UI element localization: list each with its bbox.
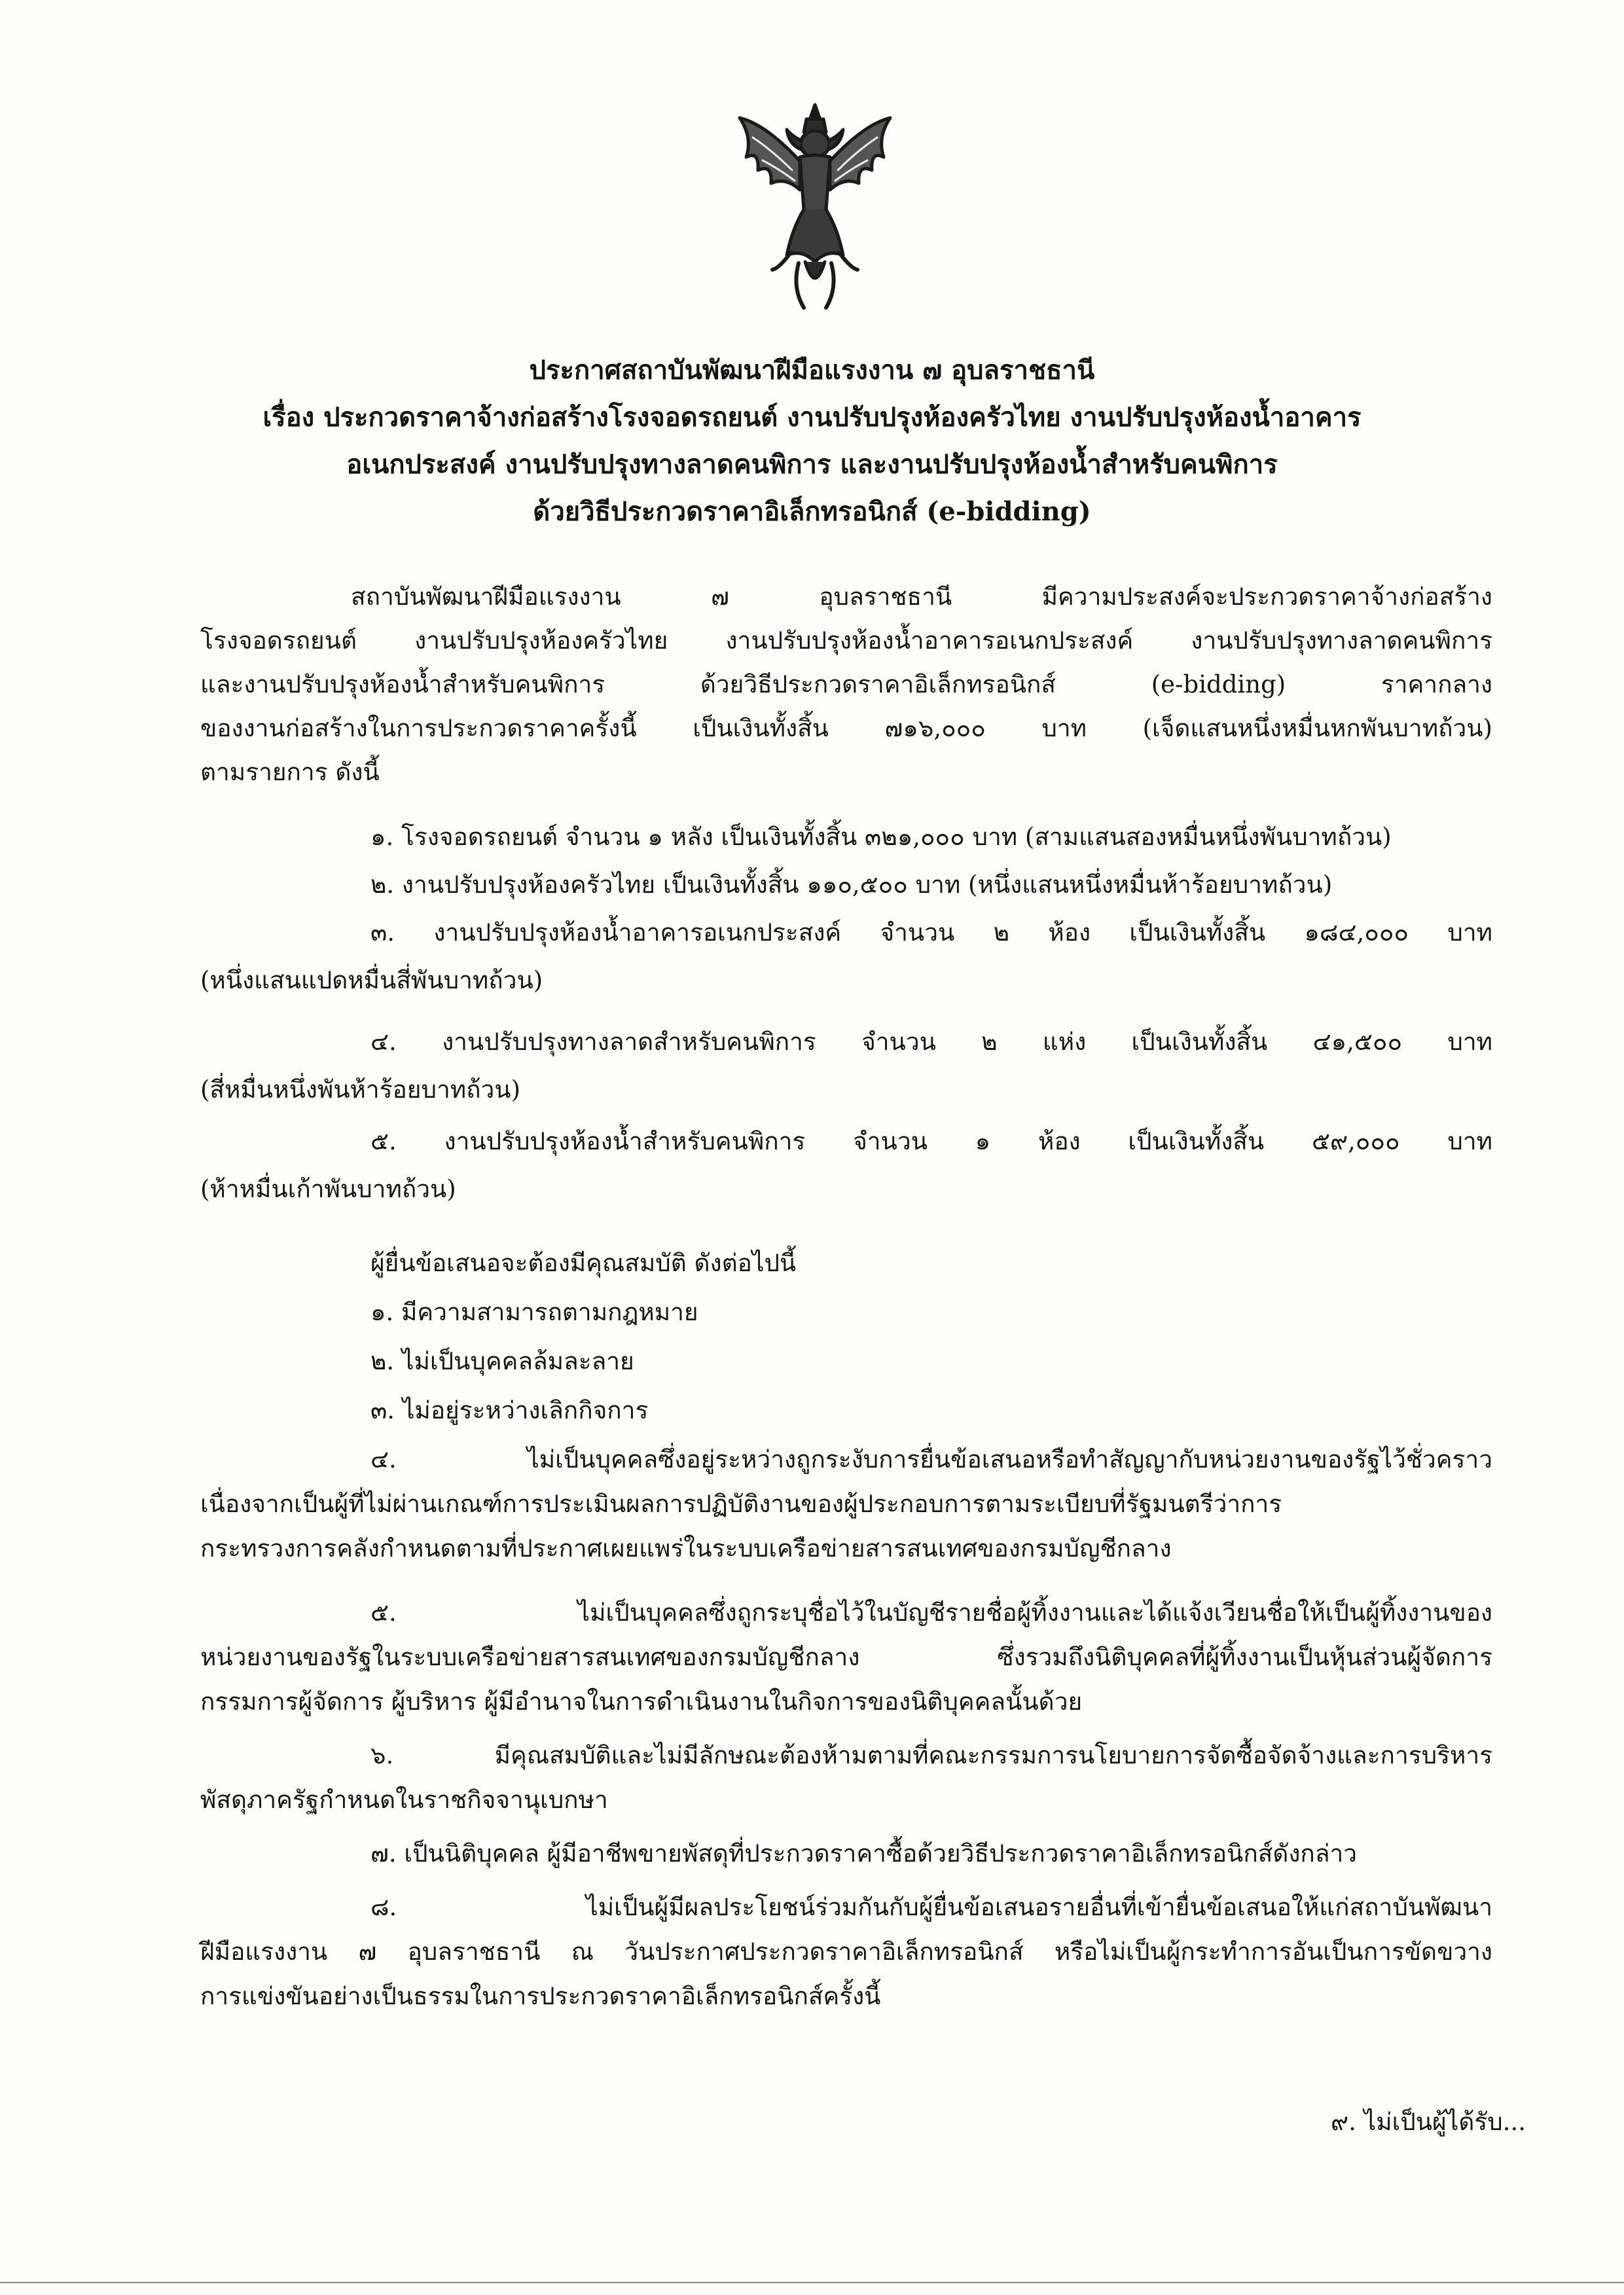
qualification-line: พัสดุภาครัฐกำหนดในราชกิจจานุเบกษา bbox=[200, 1786, 608, 1814]
subject-line-1: เรื่อง ประกวดราคาจ้างก่อสร้างโรงจอดรถยนต์ งานปรับปรุงห้องครัวไทย งานปรับปรุงห้องน้ำอาคาร bbox=[262, 402, 1362, 433]
qualification-line: เนื่องจากเป็นผู้ที่ไม่ผ่านเกณฑ์การประเมินผลการปฏิบัติงานของผู้ประกอบการตามระเบียบที่รัฐมนตรีว่าการ bbox=[200, 1490, 1282, 1518]
intro-line: ตามรายการ ดังนี้ bbox=[200, 758, 380, 786]
qualification-line: การแข่งขันอย่างเป็นธรรมในการประกวดราคาอิเล็กทรอนิกส์ครั้งนี้ bbox=[200, 1982, 881, 2010]
qualification-line: กรรมการผู้จัดการ ผู้บริหาร ผู้มีอำนาจในการดำเนินงานในกิจการของนิติบุคคลนั้นด้วย bbox=[200, 1688, 1083, 1716]
list-item: ๑. โรงจอดรถยนต์ จำนวน ๑ หลัง เป็นเงินทั้งสิ้น ๓๒๑,๐๐๐ บาท (สามแสนสองหมื่นหนึ่งพันบาทถ้วน) bbox=[370, 823, 1392, 851]
scan-edge-line bbox=[0, 2282, 1624, 2283]
intro-line: สถาบันพัฒนาฝีมือแรงงาน ๗ อุบลราชธานี มีความประสงค์จะประกวดราคาจ้างก่อสร้าง bbox=[351, 583, 1492, 611]
qualification-item: ๕. ไม่เป็นบุคคลซึ่งถูกระบุชื่อไว้ในบัญชีรายชื่อผู้ทิ้งงานและได้แจ้งเวียนชื่อให้เป็นผู้ทิ้งงานของ bbox=[370, 1599, 1492, 1627]
intro-line: และงานปรับปรุงห้องน้ำสำหรับคนพิการ ด้วยวิธีประกวดราคาอิเล็กทรอนิกส์ (e-bidding) ราคากลาง bbox=[200, 670, 1492, 698]
subject-line-2: อเนกประสงค์ งานปรับปรุงทางลาดคนพิการ และงานปรับปรุงห้องน้ำสำหรับคนพิการ bbox=[346, 449, 1278, 480]
list-item-continuation: (ห้าหมื่นเก้าพันบาทถ้วน) bbox=[200, 1175, 456, 1203]
list-item: ๓. งานปรับปรุงห้องน้ำอาคารอเนกประสงค์ จำนวน ๒ ห้อง เป็นเงินทั้งสิ้น ๑๘๔,๐๐๐ บาท bbox=[370, 918, 1492, 947]
qualification-line: กระทรวงการคลังกำหนดตามที่ประกาศเผยแพร่ในระบบเครือข่ายสารสนเทศของกรมบัญชีกลาง bbox=[200, 1534, 1172, 1563]
qualification-item: ๔. ไม่เป็นบุคคลซึ่งอยู่ระหว่างถูกระงับการยื่นข้อเสนอหรือทำสัญญากับหน่วยงานของรัฐไว้ชั่วคราว bbox=[370, 1445, 1492, 1473]
qualification-item: ๑. มีความสามารถตามกฎหมาย bbox=[370, 1298, 698, 1326]
qualifications-heading: ผู้ยื่นข้อเสนอจะต้องมีคุณสมบัติ ดังต่อไปนี้ bbox=[370, 1249, 797, 1277]
intro-line: ของงานก่อสร้างในการประกวดราคาครั้งนี้ เป็นเงินทั้งสิ้น ๗๑๖,๐๐๐ บาท (เจ็ดแสนหนึ่งหมื่นหกพันบาทถ้วน) bbox=[200, 714, 1492, 742]
qualification-line: หน่วยงานของรัฐในระบบเครือข่ายสารสนเทศของกรมบัญชีกลาง ซึ่งรวมถึงนิติบุคคลที่ผู้ทิ้งงานเป็นหุ้นส่วนผู้จัดการ bbox=[200, 1643, 1492, 1671]
garuda-emblem-icon bbox=[727, 98, 903, 321]
qualification-item: ๘. ไม่เป็นผู้มีผลประโยชน์ร่วมกันกับผู้ยื่นข้อเสนอรายอื่นที่เข้ายื่นข้อเสนอให้แก่สถาบันพัฒนา bbox=[370, 1893, 1492, 1921]
qualification-item: ๖. มีคุณสมบัติและไม่มีลักษณะต้องห้ามตามที่คณะกรรมการนโยบายการจัดซื้อจัดจ้างและการบริหาร bbox=[370, 1741, 1492, 1769]
qualification-item: ๗. เป็นนิติบุคคล ผู้มีอาชีพขายพัสดุที่ประกวดราคาซื้อด้วยวิธีประกวดราคาอิเล็กทรอนิกส์ดังกล่าว bbox=[370, 1839, 1358, 1868]
qualification-line: ฝีมือแรงงาน ๗ อุบลราชธานี ณ วันประกาศประกวดราคาอิเล็กทรอนิกส์ หรือไม่เป็นผู้กระทำการอันเป็นการขัดขวาง bbox=[200, 1938, 1492, 1966]
list-item: ๒. งานปรับปรุงห้องครัวไทย เป็นเงินทั้งสิ้น ๑๑๐,๕๐๐ บาท (หนึ่งแสนหนึ่งหมื่นห้าร้อยบาทถ้วน) bbox=[370, 871, 1333, 899]
announcement-title: ประกาศสถาบันพัฒนาฝีมือแรงงาน ๗ อุบลราชธานี bbox=[529, 355, 1095, 386]
list-item-continuation: (สี่หมื่นหนึ่งพันห้าร้อยบาทถ้วน) bbox=[200, 1075, 521, 1104]
qualification-item: ๓. ไม่อยู่ระหว่างเลิกกิจการ bbox=[370, 1396, 649, 1424]
list-item: ๕. งานปรับปรุงห้องน้ำสำหรับคนพิการ จำนวน ๑ ห้อง เป็นเงินทั้งสิ้น ๕๙,๐๐๐ บาท bbox=[370, 1127, 1492, 1155]
subject-line-3: ด้วยวิธีประกวดราคาอิเล็กทรอนิกส์ (e-bidding) bbox=[533, 496, 1091, 527]
list-item: ๔. งานปรับปรุงทางลาดสำหรับคนพิการ จำนวน ๒ แห่ง เป็นเงินทั้งสิ้น ๔๑,๕๐๐ บาท bbox=[370, 1028, 1492, 1056]
intro-line: โรงจอดรถยนต์ งานปรับปรุงห้องครัวไทย งานปรับปรุงห้องน้ำอาคารอเนกประสงค์ งานปรับปรุงทางลาดคนพิการ bbox=[200, 626, 1492, 655]
qualification-item: ๒. ไม่เป็นบุคคลล้มละลาย bbox=[370, 1347, 634, 1375]
page-continuation-note: ๙. ไม่เป็นผู้ได้รับ... bbox=[1330, 2108, 1526, 2136]
list-item-continuation: (หนึ่งแสนแปดหมื่นสี่พันบาทถ้วน) bbox=[200, 966, 543, 994]
